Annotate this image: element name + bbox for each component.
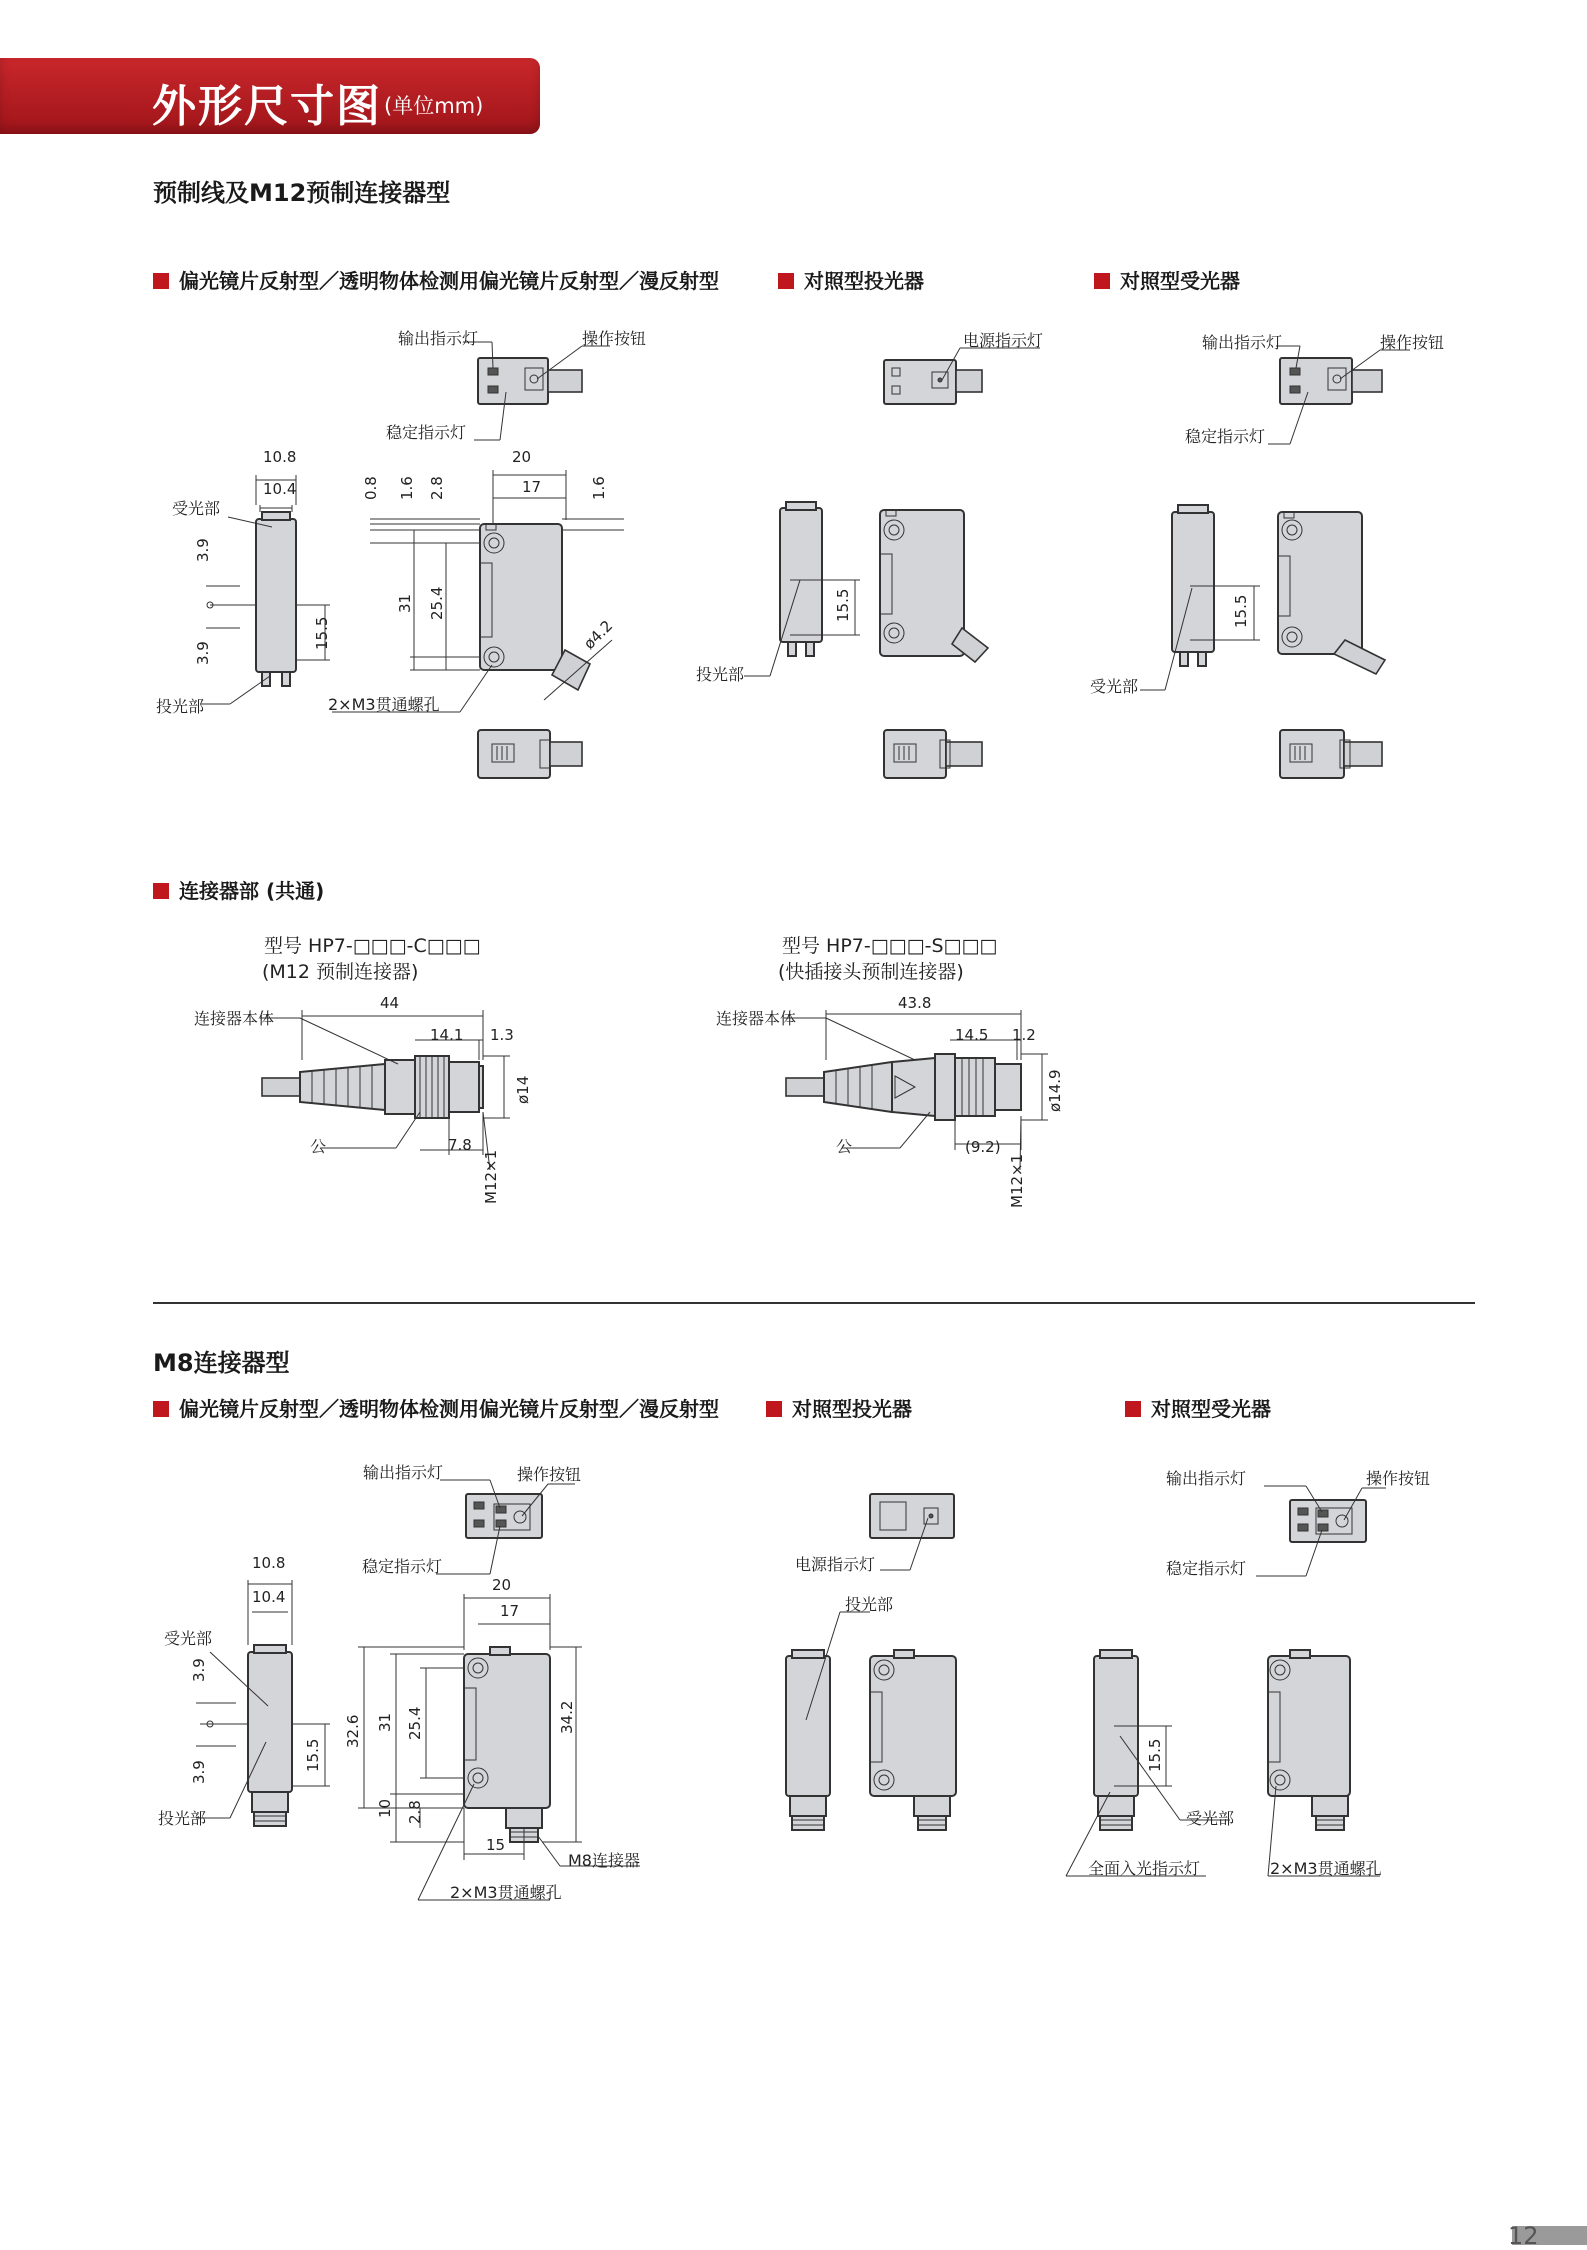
- dim-15-5-receiver: 15.5: [1232, 594, 1250, 628]
- top-view-emitter: [884, 348, 1040, 404]
- dim-phi-4-2: ø4.2: [580, 616, 617, 653]
- label-full-light-led: 全面入光指示灯: [1088, 1859, 1201, 1878]
- m12-connector-drawing: [260, 1010, 510, 1170]
- label-m8-op-button-receiver: 操作按钮: [1366, 1469, 1431, 1488]
- sub-title-m8-reflective: 偏光镜片反射型／透明物体检测用偏光镜片反射型／漫反射型: [153, 1393, 719, 1422]
- dim-0-8: 0.8: [362, 476, 380, 500]
- label-connector-body-m12: 连接器本体: [194, 1009, 275, 1028]
- dim-32-6: 32.6: [344, 1714, 362, 1748]
- label-stable-led: 稳定指示灯: [386, 423, 467, 442]
- dim-31: 31: [396, 593, 414, 613]
- sub-title-reflective: 偏光镜片反射型／透明物体检测用偏光镜片反射型／漫反射型: [153, 265, 719, 294]
- label-emitter-part: 投光部: [156, 697, 205, 716]
- dim-14-5: 14.5: [955, 1026, 989, 1044]
- dim-44: 44: [380, 994, 400, 1012]
- dim-15-5-emitter: 15.5: [834, 588, 852, 622]
- sub-title-m8-emitter: 对照型投光器: [766, 1393, 912, 1422]
- label-male-quick: 公: [836, 1137, 853, 1156]
- dim-1-6-left: 1.6: [398, 476, 416, 500]
- m8-front-view-emitter: [870, 1650, 956, 1830]
- top-view-reflective: [463, 342, 610, 440]
- label-m8-stable-led-receiver: 稳定指示灯: [1166, 1559, 1247, 1578]
- m8-side-view-emitter: [786, 1612, 870, 1830]
- dim-m8-17: 17: [500, 1602, 520, 1620]
- label-m8-screw-holes: 2×M3贯通螺孔: [450, 1883, 562, 1902]
- label-connector-body-quick: 连接器本体: [716, 1009, 797, 1028]
- label-receiver-part-receiver: 受光部: [1090, 677, 1139, 696]
- label-m8-power-led: 电源指示灯: [795, 1555, 876, 1574]
- front-view-emitter: [880, 510, 988, 662]
- label-power-led: 电源指示灯: [963, 331, 1044, 350]
- quick-connector-drawing: [784, 1010, 1048, 1170]
- dim-3-9-bottom: 3.9: [194, 641, 212, 665]
- top-view-receiver: [1268, 346, 1410, 444]
- dim-10-8: 10.8: [263, 448, 297, 466]
- bottom-view-receiver: [1280, 730, 1382, 778]
- dim-m8-10-8: 10.8: [252, 1554, 286, 1572]
- quick-model: 型号 HP7-□□□-S□□□: [782, 935, 998, 957]
- sub-title-m8-receiver: 对照型受光器: [1125, 1393, 1271, 1422]
- m8-top-view-emitter: [870, 1494, 954, 1570]
- dim-1-3: 1.3: [490, 1026, 514, 1044]
- section-title-precable: 预制线及M12预制连接器型: [153, 179, 451, 207]
- m8-front-view-receiver: [1268, 1650, 1380, 1876]
- dim-m8-15-5-receiver: 15.5: [1146, 1738, 1164, 1772]
- label-m8-emitter-part: 投光部: [158, 1809, 207, 1828]
- label-m8-output-led-receiver: 输出指示灯: [1166, 1469, 1247, 1488]
- dim-43-8: 43.8: [898, 994, 932, 1012]
- section-title-m8: M8连接器型: [153, 1349, 290, 1377]
- dim-m8-25-4: 25.4: [406, 1706, 424, 1740]
- dim-m12x1-quick: M12×1: [1008, 1153, 1026, 1208]
- dim-m8-15: 15: [486, 1836, 506, 1854]
- bottom-view-reflective: [478, 730, 582, 778]
- sub-title-receiver: 对照型受光器: [1094, 265, 1240, 294]
- label-stable-led-receiver: 稳定指示灯: [1185, 427, 1266, 446]
- sub-title-emitter: 对照型投光器: [778, 265, 924, 294]
- dim-m8-10-4: 10.4: [252, 1588, 286, 1606]
- label-m8-receiver-part: 受光部: [164, 1629, 213, 1648]
- m12-desc: (M12 预制连接器): [262, 961, 419, 983]
- page-number: 12: [1508, 2222, 1539, 2250]
- dim-m8-10: 10: [376, 1798, 394, 1818]
- page-title-unit: (单位mm): [384, 94, 484, 118]
- dim-9-2: (9.2): [965, 1138, 1001, 1156]
- sub-title-connector: 连接器部 (共通): [153, 875, 324, 904]
- m8-top-view-reflective: [436, 1480, 575, 1574]
- dim-phi-14: ø14: [514, 1075, 532, 1104]
- front-view-reflective: [332, 470, 624, 712]
- dim-10-4: 10.4: [263, 480, 297, 498]
- dim-1-2: 1.2: [1012, 1026, 1036, 1044]
- label-output-led: 输出指示灯: [398, 329, 479, 348]
- label-m8-emitter-part-emitter: 投光部: [845, 1595, 894, 1614]
- dim-25-4: 25.4: [428, 586, 446, 620]
- label-m8-receiver-part-receiver: 受光部: [1186, 1809, 1235, 1828]
- label-screw-holes: 2×M3贯通螺孔: [328, 695, 440, 714]
- page-title: 外形尺寸图: [152, 81, 382, 132]
- dim-m12x1: M12×1: [482, 1149, 500, 1204]
- dim-m8-3-9-bottom: 3.9: [190, 1760, 208, 1784]
- label-m8-output-led: 输出指示灯: [363, 1463, 444, 1482]
- label-output-led-receiver: 输出指示灯: [1202, 333, 1283, 352]
- m8-top-view-receiver: [1256, 1486, 1386, 1576]
- bottom-view-emitter: [884, 730, 982, 778]
- dim-m8-31: 31: [376, 1712, 394, 1732]
- dim-34-2: 34.2: [558, 1700, 576, 1734]
- dim-m8-2-8: 2.8: [406, 1800, 424, 1824]
- dim-2-8: 2.8: [428, 476, 446, 500]
- dim-phi-14-9: ø14.9: [1046, 1069, 1064, 1112]
- m8-side-view-reflective: [196, 1580, 330, 1826]
- label-m8-stable-led: 稳定指示灯: [362, 1557, 443, 1576]
- dim-20: 20: [512, 448, 532, 466]
- front-view-receiver: [1278, 512, 1385, 674]
- dim-7-8: 7.8: [448, 1136, 472, 1154]
- dim-17: 17: [522, 478, 542, 496]
- dim-1-6-right: 1.6: [590, 476, 608, 500]
- dim-15-5: 15.5: [313, 616, 331, 650]
- label-m8-screw-holes-receiver: 2×M3贯通螺孔: [1270, 1859, 1382, 1878]
- label-emitter-part-emitter: 投光部: [696, 665, 745, 684]
- dim-14-1: 14.1: [430, 1026, 464, 1044]
- dim-3-9-top: 3.9: [194, 538, 212, 562]
- m12-model: 型号 HP7-□□□-C□□□: [264, 935, 481, 957]
- dim-m8-3-9-top: 3.9: [190, 1658, 208, 1682]
- dim-m8-15-5: 15.5: [304, 1738, 322, 1772]
- label-m8-op-button: 操作按钮: [517, 1465, 582, 1484]
- label-op-button-receiver: 操作按钮: [1380, 333, 1445, 352]
- dim-m8-20: 20: [492, 1576, 512, 1594]
- label-m8-connector: M8连接器: [568, 1851, 640, 1870]
- label-op-button: 操作按钮: [582, 329, 647, 348]
- label-receiver-part: 受光部: [172, 499, 221, 518]
- label-male-m12: 公: [310, 1137, 327, 1156]
- quick-desc: (快插接头预制连接器): [778, 961, 964, 983]
